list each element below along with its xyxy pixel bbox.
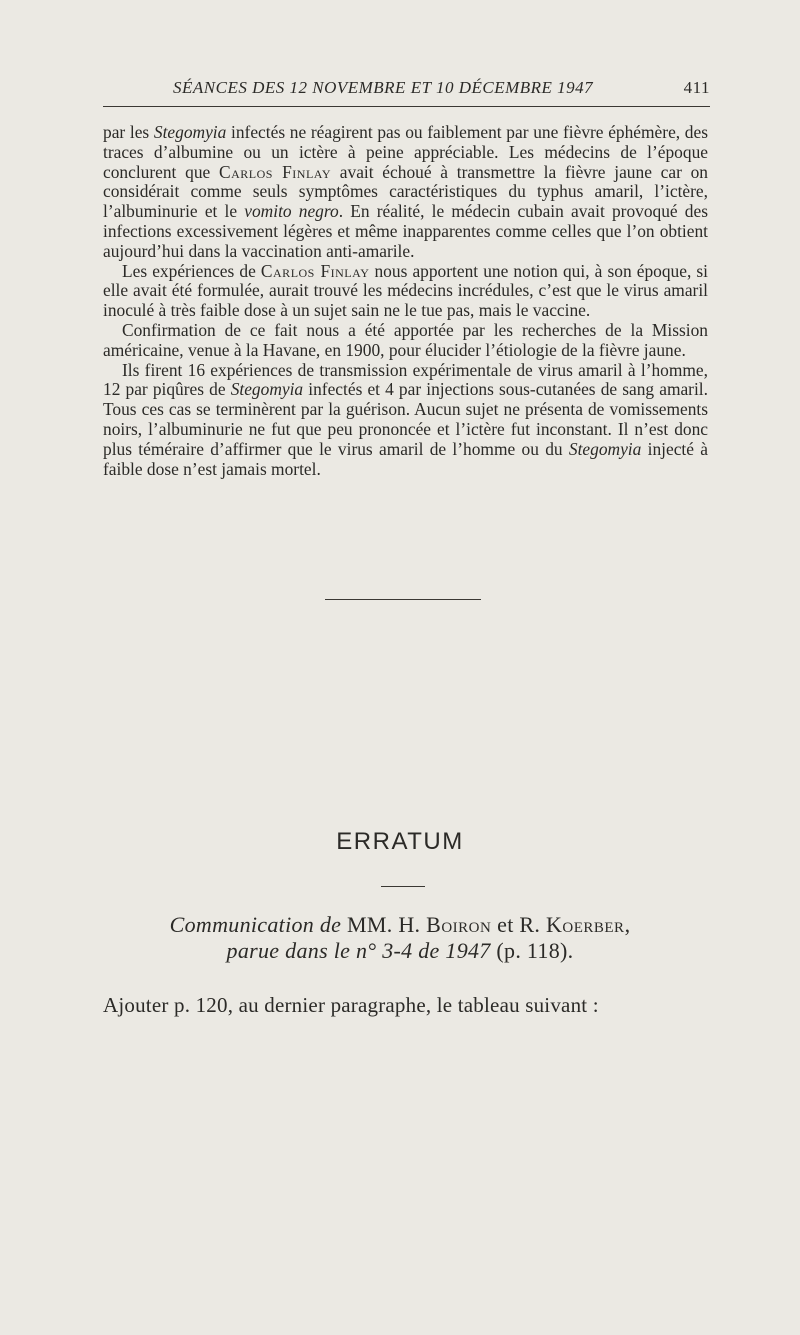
author-name: Koerber [546, 912, 625, 937]
header-rule [103, 106, 710, 107]
text-run: injecté à faible dose n’est jamais mortel. [103, 438, 709, 479]
erratum-instruction: Ajouter p. 120, au dernier paragraphe, le tableau suivant : [103, 993, 599, 1017]
text-run: Les expériences de [122, 260, 261, 281]
author-name: Carlos Finlay [218, 161, 332, 182]
text-run: Confirmation de ce fait nous a été apportée par les recherches de la Mission américaine, venue à la Havane, en 1900, pour élucider l’étiologie de la fièvre jaune. [103, 319, 708, 360]
page-number: 411 [683, 78, 710, 97]
text-run: parue dans le n° 3-4 de 1947 [226, 938, 491, 963]
author-name: Carlos Finlay [260, 260, 370, 281]
erratum-communication [0, 912, 800, 938]
paragraph-2 [103, 262, 708, 321]
text-run: (p. 118). [490, 938, 574, 963]
paragraph-3 [103, 321, 708, 361]
running-title: SÉANCES DES 12 NOVEMBRE ET 10 DÉCEMBRE 1947 [173, 78, 594, 97]
text-run: nous apportent une notion qui, à son époque, si elle avait été formulée, aurait trouvé les médecins incrédules, c’est que le virus amaril inoculé à très faible dose à un sujet sain ne le tue pas, mais le vaccine. [103, 260, 709, 321]
term-italic: vomito negro [244, 201, 339, 222]
paragraph-1 [103, 123, 708, 262]
text-run: infectés ne réagirent pas ou faiblement par une fièvre éphémère, des traces d’albumine ou un ictère à peine appréciable. Les médecins de l’époque conclurent que [103, 122, 708, 182]
author-name: Boiron [426, 912, 492, 937]
article-body [103, 123, 708, 479]
genus-name: Stegomyia [568, 438, 642, 459]
text-run: MM. H. [341, 912, 427, 937]
erratum-reference [0, 938, 800, 964]
text-run: avait échoué à transmettre la fièvre jaune car on considérait comme seuls symptômes caractéristiques du typhus amaril, l’ictère, l’albuminurie et le [103, 161, 708, 222]
text-run: Communication de [169, 912, 342, 937]
text-run: par les [103, 122, 154, 142]
text-run: infectés et 4 par injections sous-cutanées de sang amaril. Tous ces cas se terminèrent par la guérison. Aucun sujet ne présenta de vomissements noirs, l’albuminurie ne fut que peu prononcée et l’ictère fut inconstant. Il n’est donc plus téméraire d’affirmer que le virus amaril de l’homme ou du [103, 379, 708, 459]
genus-name: Stegomyia [153, 122, 227, 142]
erratum-title: ERRATUM [336, 828, 464, 855]
running-head [103, 76, 710, 102]
text-run: . En réalité, le médecin cubain avait provoqué des infections excessivement légères et même inapparentes comme celles que l’on obtient aujourd’hui dans la vaccination anti-amarile. [103, 201, 708, 261]
section-divider [325, 599, 481, 600]
erratum-rule [381, 886, 425, 887]
paragraph-4 [103, 361, 708, 480]
text-run: , [624, 912, 631, 937]
genus-name: Stegomyia [230, 379, 304, 400]
text-run: et R. [491, 912, 546, 937]
text-run: Ils firent 16 expériences de transmission expérimentale de virus amaril à l’homme, 12 par piqûres de [103, 359, 708, 400]
